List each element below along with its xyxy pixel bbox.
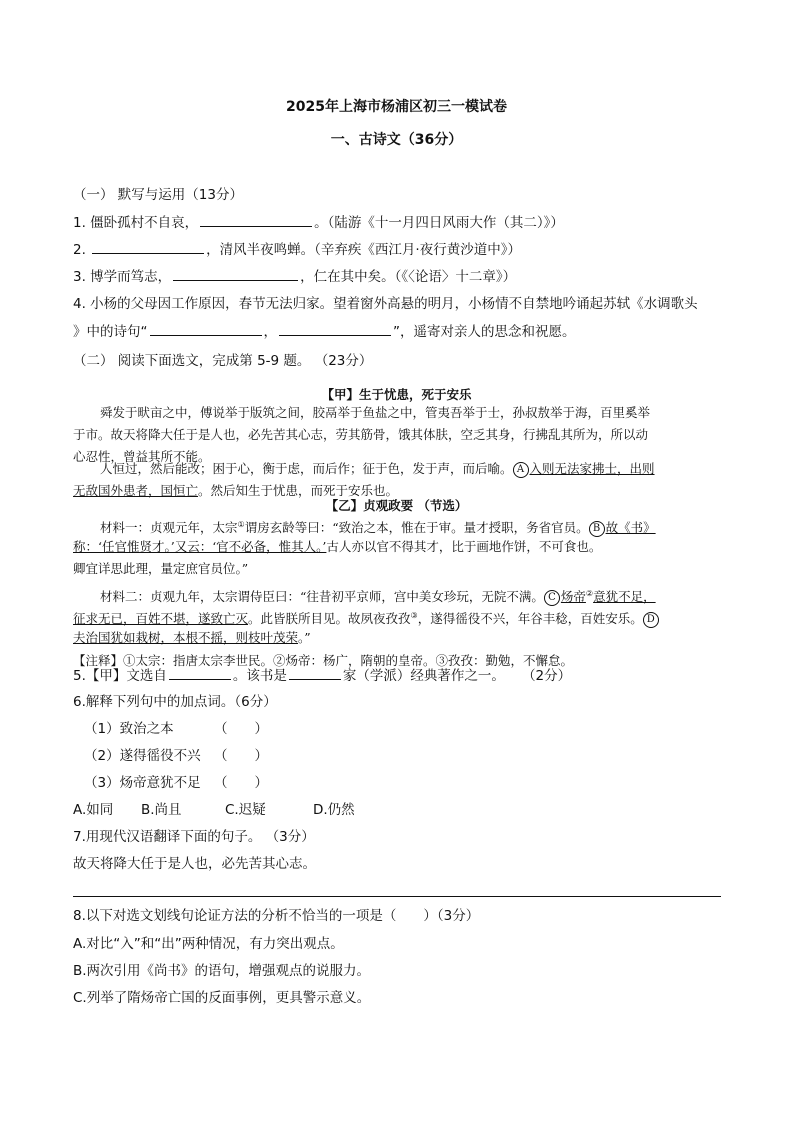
yi-m1-mid: 谓房玄龄等曰：“致治之本，惟在于审。量才授职，务省官员。 <box>244 520 589 536</box>
q8-option-c: C.列举了隋炀帝亡国的反面事例，更具警示意义。 <box>73 990 371 1006</box>
q8-option-b: B.两次引用《尚书》的语句，增强观点的说服力。 <box>73 963 371 979</box>
mark-d-icon: D <box>643 612 659 628</box>
question-5 <box>73 666 571 685</box>
question-8: 8.以下对选文划线句论证方法的分析不恰当的一项是（ ）（3分） <box>73 908 480 924</box>
q7-answer-line[interactable] <box>73 896 721 897</box>
exam-title: 2025年上海市杨浦区初三一模试卷 <box>286 99 507 115</box>
underlined-sentence-a-cont: 无敌国外患者，国恒亡 <box>73 483 199 498</box>
yi-m2-post: ，遂得徭役不兴，年谷丰稔，百姓安乐。 <box>417 611 643 627</box>
q6-item-2 <box>84 747 268 765</box>
note-ref-2: ② <box>585 589 594 598</box>
q3-blank[interactable] <box>173 267 298 281</box>
underlined-sentence-c-2: 意犹不足， <box>593 589 656 605</box>
q5-pre: 5.【甲】文选自 <box>73 668 167 684</box>
q6-answer-2[interactable]: （ ） <box>214 748 268 764</box>
q6-answer-1[interactable]: （ ） <box>214 721 268 737</box>
q2-blank[interactable] <box>92 240 204 254</box>
question-4-line1: 4. 小杨的父母因工作原因，春节无法归家。望着窗外高悬的明月，小杨情不自禁地吟诵起苏轼《水调歌头 <box>73 296 698 312</box>
q2-post: ，清风半夜鸣蝉。（辛弃疾《西江月·夜行黄沙道中》） <box>206 242 521 258</box>
q6-options <box>73 801 355 819</box>
q6-option-b: B.尚且 <box>141 802 182 818</box>
q7-sentence: 故天将降大任于是人也，必先苦其心志。 <box>73 856 316 872</box>
underlined-sentence-c-cont: 征求无已，百姓不堪，遂致亡灭 <box>73 611 249 627</box>
part1-heading: （一） 默写与运用（13分） <box>73 187 243 203</box>
question-1 <box>73 213 564 232</box>
q4-blank-2[interactable] <box>279 322 391 336</box>
yi-m2-pre: 材料二：贞观九年，太宗谓侍臣曰：“往昔初平京师，宫中美女珍玩，无院不满。 <box>100 589 544 605</box>
q6-answer-3[interactable]: （ ） <box>214 775 268 791</box>
q1-post: 。（陆游《十一月四日风雨大作（其二）》） <box>314 215 564 231</box>
yi-m2-end: 。” <box>298 630 311 645</box>
q8-option-a: A.对比“入”和“出”两种情况，有力突出观点。 <box>73 936 344 952</box>
q5-score: （2分） <box>522 668 572 684</box>
q6-item-3-text: （3）炀帝意犹不足 <box>84 775 201 791</box>
q4-mid: ， <box>263 324 277 340</box>
mark-b-icon: B <box>589 521 605 537</box>
q2-pre: 2. <box>73 242 91 258</box>
yi-m1-line3: 卿宜详思此理，量定庶官员位。” <box>73 561 249 576</box>
underlined-sentence-c: 炀帝 <box>560 589 586 605</box>
jia-p1-line3: 心忍性，曾益其所不能。 <box>73 449 211 464</box>
section-title: 一、古诗文（36分） <box>330 132 463 148</box>
note-ref-1: ① <box>237 520 245 529</box>
q5-post: 家（学派）经典著作之一。 <box>342 668 505 684</box>
q1-pre: 1. 僵卧孤村不自哀， <box>73 215 199 231</box>
yi-m2-line3 <box>73 627 723 649</box>
jia-p2-line1 <box>100 458 750 480</box>
underlined-sentence-a: 入则无法家拂士，出则 <box>529 461 655 476</box>
jia-p1-line2: 于市。故天将降大任于是人也，必先苦其心志，劳其筋骨，饿其体肤，空乏其身，行拂乱其所为，所以动 <box>73 427 649 442</box>
q6-option-a: A.如同 <box>73 802 114 818</box>
yi-m1-post: 古人亦以官不得其才，比于画地作饼，不可食也。 <box>326 539 602 554</box>
mark-a-icon: A <box>513 462 529 478</box>
question-4-line2 <box>73 322 576 341</box>
yi-m2-mid: 。此皆朕所目见。故夙夜孜孜 <box>248 611 411 627</box>
q4-blank-1[interactable] <box>150 322 262 336</box>
passage-jia-title: 【甲】生于忧患，死于安乐 <box>321 387 472 402</box>
question-6: 6.解释下列句中的加点词。（6分） <box>73 694 277 710</box>
q5-blank-2[interactable] <box>289 666 341 680</box>
q6-option-d: D.仍然 <box>313 802 355 818</box>
q6-option-c: C.迟疑 <box>225 802 266 818</box>
q6-item-3 <box>84 774 268 792</box>
part2-heading: （二） 阅读下面选文，完成第 5-9 题。 （23分） <box>73 353 373 369</box>
passage-yi-title: 【乙】贞观政要 （节选） <box>325 498 468 513</box>
q6-item-2-text: （2）遂得徭役不兴 <box>84 748 201 764</box>
jia-p2-end: 。然后知生于忧患，而死于安乐也。 <box>198 483 399 498</box>
q1-blank[interactable] <box>200 213 312 227</box>
question-3 <box>73 267 516 286</box>
underlined-sentence-b-cont: 称：‘任官惟贤才。’又云：‘官不必备，惟其人。’ <box>73 539 327 554</box>
note-ref-3: ③ <box>410 611 418 620</box>
q6-item-1-text: （1）致治之本 <box>84 721 174 737</box>
jia-p1-line1: 舜发于畎亩之中，傅说举于版筑之间，胶鬲举于鱼盐之中，管夷吾举于士，孙叔敖举于海，百里奚举 <box>100 405 651 420</box>
underlined-sentence-b: 故《书》 <box>605 520 656 536</box>
annotations: 【注释】①太宗：指唐太宗李世民。②炀帝：杨广，隋朝的皇帝。③孜孜：勤勉，不懈怠。 <box>73 653 574 668</box>
jia-p2-text: 人恒过，然后能改；困于心，衡于虑，而后作；征于色，发于声，而后喻。 <box>100 461 513 476</box>
question-7: 7.用现代汉语翻译下面的句子。 （3分） <box>73 829 315 845</box>
q5-blank-1[interactable] <box>169 666 231 680</box>
mark-c-icon: C <box>544 590 560 606</box>
yi-m1-pre: 材料一：贞观元年，太宗 <box>100 520 238 536</box>
q3-post: ，仁在其中矣。（《〈论语〉十二章》） <box>300 269 517 285</box>
yi-m1-line2 <box>73 536 723 558</box>
q4-post: ”，遥寄对亲人的思念和祝愿。 <box>393 324 576 340</box>
underlined-sentence-d: 夫治国犹如栽树，本根不摇，则枝叶茂荣 <box>73 630 299 645</box>
question-2 <box>73 240 521 259</box>
q3-pre: 3. 博学而笃志， <box>73 269 172 285</box>
q4-pre: 》中的诗句“ <box>73 324 148 340</box>
q6-item-1 <box>84 720 268 738</box>
q5-mid: 。该书是 <box>232 668 287 684</box>
